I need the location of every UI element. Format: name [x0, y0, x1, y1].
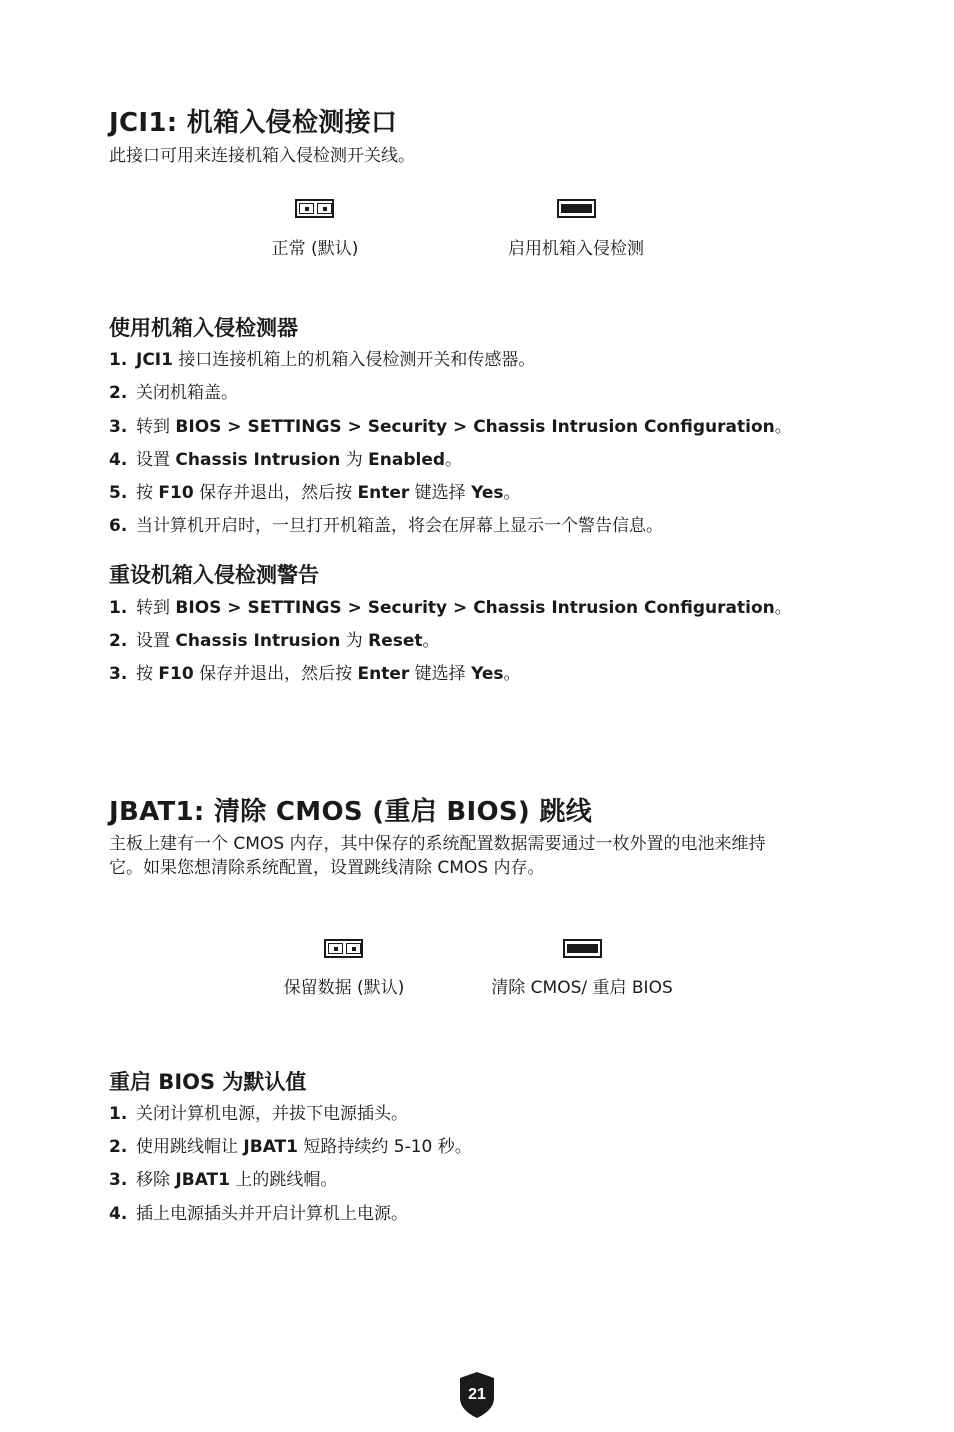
jumper-open-icon: [295, 199, 334, 218]
list-item: 5. 按 F10 保存并退出，然后按 Enter 键选择 Yes。: [109, 483, 521, 503]
jumper-open-icon: [324, 939, 363, 958]
jumper-closed-icon: [563, 939, 602, 958]
list-item: 3. 按 F10 保存并退出，然后按 Enter 键选择 Yes。: [109, 664, 521, 684]
section-title-jbat1: JBAT1: 清除 CMOS (重启 BIOS) 跳线: [109, 797, 593, 827]
subsection-title-use: 使用机箱入侵检测器: [109, 316, 298, 340]
list-item: 4. 插上电源插头并开启计算机上电源。: [109, 1204, 408, 1224]
jci1-description: 此接口可用来连接机箱入侵检测开关线。: [109, 146, 415, 166]
jbat1-keep-caption: 保留数据 (默认): [283, 978, 405, 998]
section-title-jci1: JCI1: 机箱入侵检测接口: [109, 108, 398, 138]
jbat1-clear-caption: 清除 CMOS/ 重启 BIOS: [491, 978, 673, 998]
jci1-enabled-caption: 启用机箱入侵检测: [508, 239, 644, 259]
page-number: 21: [468, 1386, 486, 1403]
jumper-closed-icon: [557, 199, 596, 218]
subsection-title-reset: 重设机箱入侵检测警告: [109, 563, 319, 587]
list-item: 2. 设置 Chassis Intrusion 为 Reset。: [109, 631, 440, 651]
list-item: 1. 关闭计算机电源，并拔下电源插头。: [109, 1104, 408, 1124]
list-item: 2. 关闭机箱盖。: [109, 383, 238, 403]
page-number-shield-icon: [458, 1372, 496, 1418]
list-item: 3. 转到 BIOS > SETTINGS > Security > Chassis Intrusion Configuration。: [109, 417, 792, 437]
list-item: 4. 设置 Chassis Intrusion 为 Enabled。: [109, 450, 463, 470]
list-item: 6. 当计算机开启时，一旦打开机箱盖，将会在屏幕上显示一个警告信息。: [109, 516, 663, 536]
list-item: 2. 使用跳线帽让 JBAT1 短路持续约 5-10 秒。: [109, 1137, 472, 1157]
list-item: 3. 移除 JBAT1 上的跳线帽。: [109, 1170, 338, 1190]
list-item: 1. JCI1 接口连接机箱上的机箱入侵检测开关和传感器。: [109, 350, 536, 370]
jci1-normal-caption: 正常 (默认): [271, 239, 359, 259]
subsection-title-restore: 重启 BIOS 为默认值: [109, 1070, 307, 1094]
list-item: 1. 转到 BIOS > SETTINGS > Security > Chassis Intrusion Configuration。: [109, 598, 792, 618]
jbat1-description: 主板上建有一个 CMOS 内存，其中保存的系统配置数据需要通过一枚外置的电池来维持 它。如果您想清除系统配置，设置跳线清除 CMOS 内存。: [109, 834, 766, 878]
